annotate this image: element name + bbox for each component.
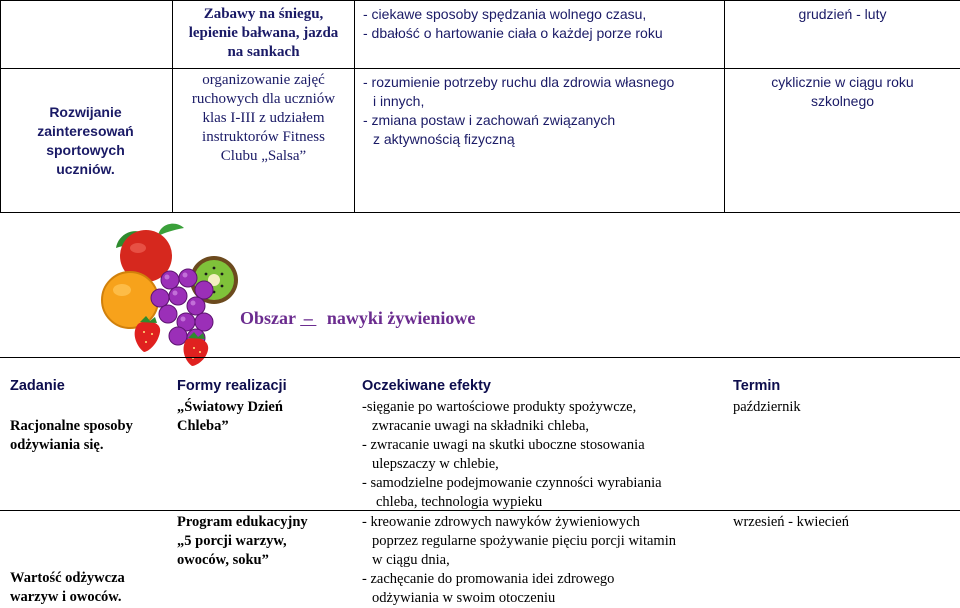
effects-row2-line1: - kreowanie zdrowych nawyków żywieniowych: [362, 514, 640, 530]
cell-r1-term: grudzień - luty: [725, 1, 960, 69]
effects-row2-line2: poprzez regularne spożywanie pięciu porcji witamin: [372, 533, 676, 549]
cell-r2-term: cyklicznie w ciągu roku szkolnego: [725, 69, 960, 213]
effects-row1-line6: chleba, technologia wypieku: [376, 494, 543, 510]
effects-row1-line2: zwracanie uwagi na składniki chleba,: [372, 418, 590, 434]
area-heading-dash: –: [300, 308, 317, 328]
term-row2: wrzesień - kwiecień: [733, 514, 849, 530]
task-row2-line1: Wartość odżywcza: [10, 570, 125, 586]
header-termin: Termin: [733, 378, 781, 394]
effects-row2-line3: w ciągu dnia,: [372, 552, 450, 568]
area-heading-topic: nawyki żywieniowe: [326, 308, 476, 328]
effects-row2-line4: - zachęcanie do promowania idei zdrowego: [362, 571, 615, 587]
cell-r1-effects: - ciekawe sposoby spędzania wolnego czasu, - dbałość o hartowanie ciała o każdej porze roku: [355, 1, 725, 69]
table2-row-rule: [0, 510, 960, 511]
table2-top-rule: [0, 357, 960, 358]
form-row2-line3: owoców, soku”: [177, 552, 269, 568]
term-row1: październik: [733, 399, 801, 415]
cell-r2-task: Rozwijanie zainteresowań sportowych uczniów.: [1, 69, 173, 213]
form-row1-line1: „Światowy Dzień: [177, 399, 283, 415]
header-zadanie: Zadanie: [10, 378, 65, 394]
effects-row1-line1: -sięganie po wartościowe produkty spożywcze,: [362, 399, 637, 415]
cell-r1-c1: [1, 1, 173, 69]
header-efekty: Oczekiwane efekty: [362, 378, 491, 394]
cell-r2-activity: organizowanie zajęć ruchowych dla uczniów klas I-III z udziałem instruktorów Fitness Clubu „Salsa”: [173, 69, 355, 213]
form-row2-line1: Program edukacyjny: [177, 514, 308, 530]
top-table: [0, 0, 960, 213]
area-heading-prefix: Obszar: [240, 308, 296, 328]
effects-row1-line5: - samodzielne podejmowanie czynności wyrabiania: [362, 475, 662, 491]
effects-row1-line4: ulepszaczy w chlebie,: [372, 456, 499, 472]
cell-r2-effects: - rozumienie potrzeby ruchu dla zdrowia własnego i innych, - zmiana postaw i zachowań związanych z aktywnością fizyczną: [355, 69, 725, 213]
task-row1-line1: Racjonalne sposoby: [10, 418, 133, 434]
form-row1-line2: Chleba”: [177, 418, 229, 434]
form-row2-line2: „5 porcji warzyw,: [177, 533, 287, 549]
cell-r1-activity: Zabawy na śniegu, lepienie bałwana, jazda na sankach: [173, 1, 355, 69]
effects-row2-line5: odżywiania w swoim otoczeniu: [372, 590, 556, 606]
area-heading: [240, 308, 475, 329]
fruit-clipart-icon: [98, 218, 248, 368]
task-row1-line2: odżywiania się.: [10, 437, 104, 453]
effects-row1-line3: - zwracanie uwagi na skutki uboczne stosowania: [362, 437, 645, 453]
task-row2-line2: warzyw i owoców.: [10, 589, 122, 605]
header-formy: Formy realizacji: [177, 378, 287, 394]
